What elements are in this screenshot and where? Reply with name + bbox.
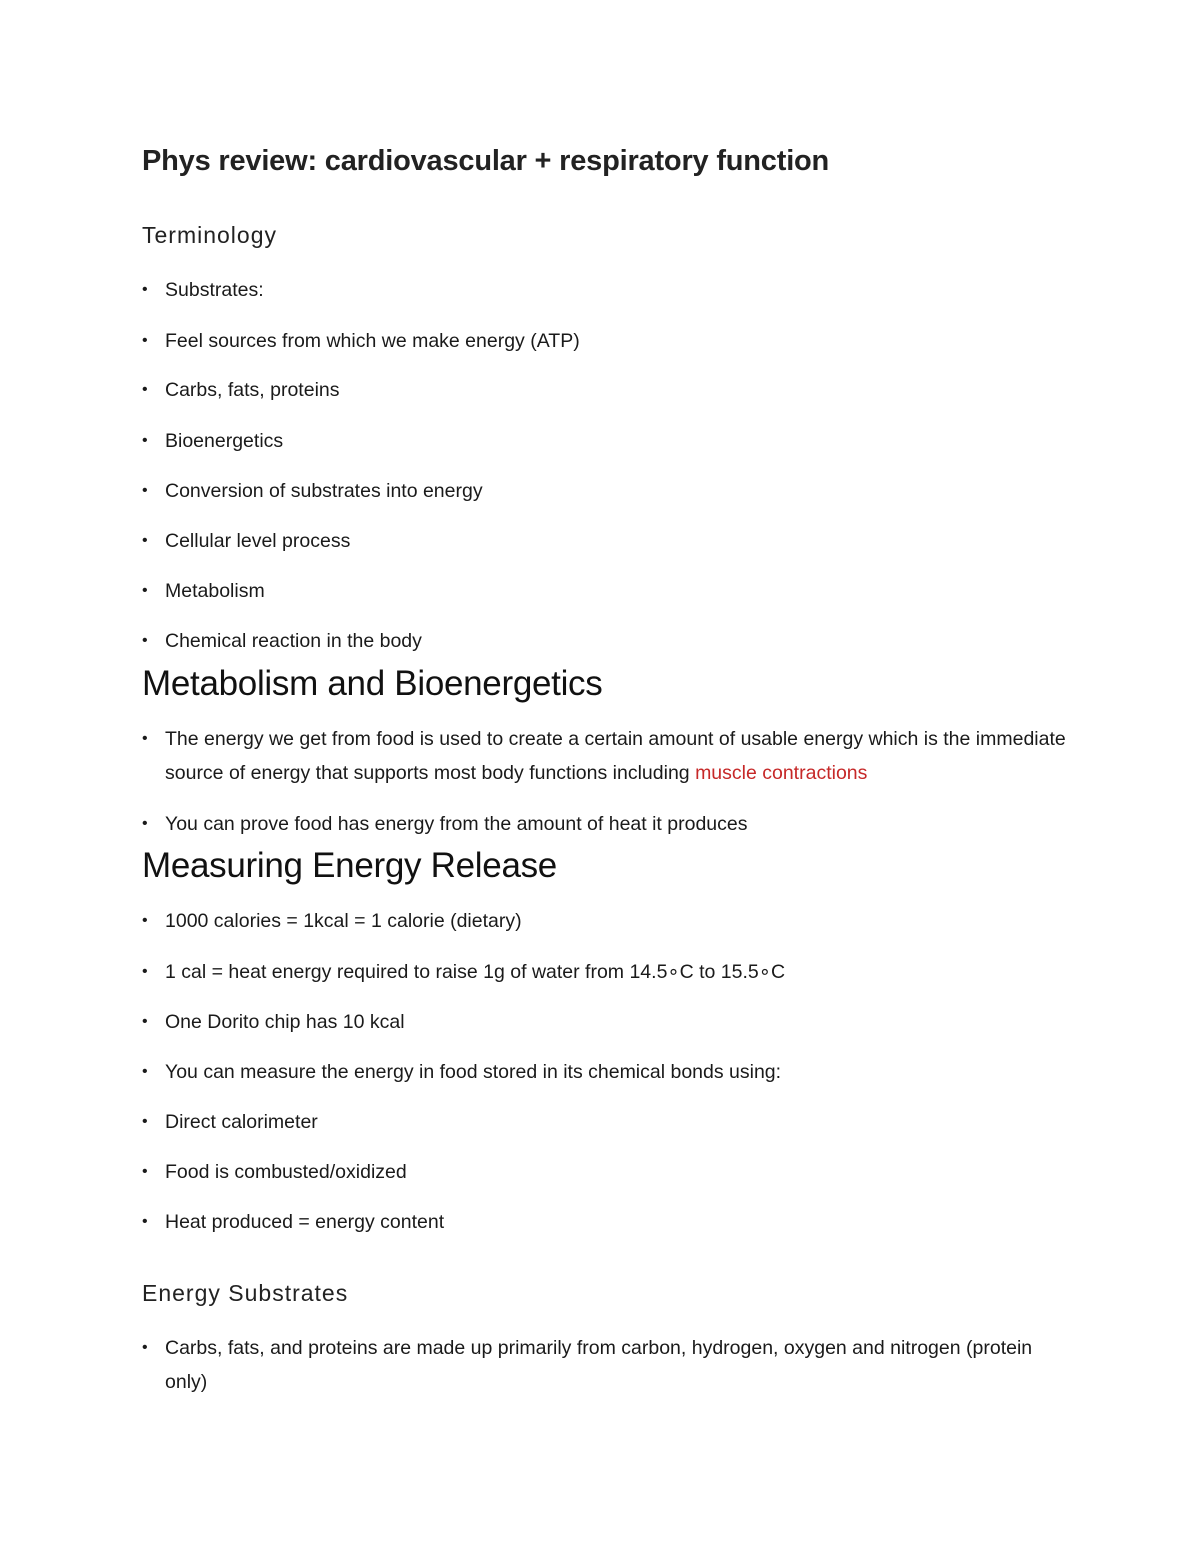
list-item: • Chemical reaction in the body xyxy=(142,624,1072,658)
bullet-icon xyxy=(142,524,156,558)
list-item: • Heat produced = energy content xyxy=(142,1205,1072,1239)
list-item: • You can measure the energy in food stored in its chemical bonds using: xyxy=(142,1055,1072,1089)
list-item: • One Dorito chip has 10 kcal xyxy=(142,1005,1072,1039)
heading-terminology: Terminology xyxy=(142,222,277,248)
bullet-icon xyxy=(142,904,156,938)
bullet-icon xyxy=(142,722,156,756)
bullet-icon xyxy=(142,373,156,407)
list-item: • The energy we get from food is used to create a certain amount of usable energy which is the immediate source of energy that supports most body functions including muscle contractions xyxy=(142,722,1072,790)
bullet-icon xyxy=(142,1205,156,1239)
list-item: • 1000 calories = 1kcal = 1 calorie (dietary) xyxy=(142,904,1072,938)
list-item: • Cellular level process xyxy=(142,524,1072,558)
list-item: • Carbs, fats, proteins xyxy=(142,373,1072,407)
list-item: • You can prove food has energy from the amount of heat it produces xyxy=(142,807,1072,841)
page-title: Phys review: cardiovascular + respiratory function xyxy=(142,145,830,177)
bullet-icon xyxy=(142,574,156,608)
heading-energy-substrates: Energy Substrates xyxy=(142,1280,349,1306)
bullet-icon xyxy=(142,955,156,989)
bullet-icon xyxy=(142,624,156,658)
list-item: • Conversion of substrates into energy xyxy=(142,474,1072,508)
bullet-icon xyxy=(142,324,156,358)
bullet-icon xyxy=(142,807,156,841)
bullet-icon xyxy=(142,1155,156,1189)
bullet-icon xyxy=(142,474,156,508)
bullet-icon xyxy=(142,1331,156,1365)
bullet-icon xyxy=(142,273,156,307)
list-item: • Direct calorimeter xyxy=(142,1105,1072,1139)
bullet-icon xyxy=(142,1005,156,1039)
bullet-icon xyxy=(142,1105,156,1139)
bullet-icon xyxy=(142,1055,156,1089)
bullet-icon xyxy=(142,424,156,458)
heading-measuring: Measuring Energy Release xyxy=(142,846,557,885)
list-item: • Metabolism xyxy=(142,574,1072,608)
list-item: • Feel sources from which we make energy (ATP) xyxy=(142,324,1072,358)
list-item: • 1 cal = heat energy required to raise 1g of water from 14.5∘C to 15.5∘C xyxy=(142,955,1072,989)
heading-metabolism: Metabolism and Bioenergetics xyxy=(142,664,603,703)
highlight-text: muscle contractions xyxy=(695,762,868,784)
list-item: • Bioenergetics xyxy=(142,424,1072,458)
list-item: • Substrates: xyxy=(142,273,1072,307)
list-item: • Food is combusted/oxidized xyxy=(142,1155,1072,1189)
list-item: • Carbs, fats, and proteins are made up primarily from carbon, hydrogen, oxygen and nitrogen (protein only) xyxy=(142,1331,1072,1399)
